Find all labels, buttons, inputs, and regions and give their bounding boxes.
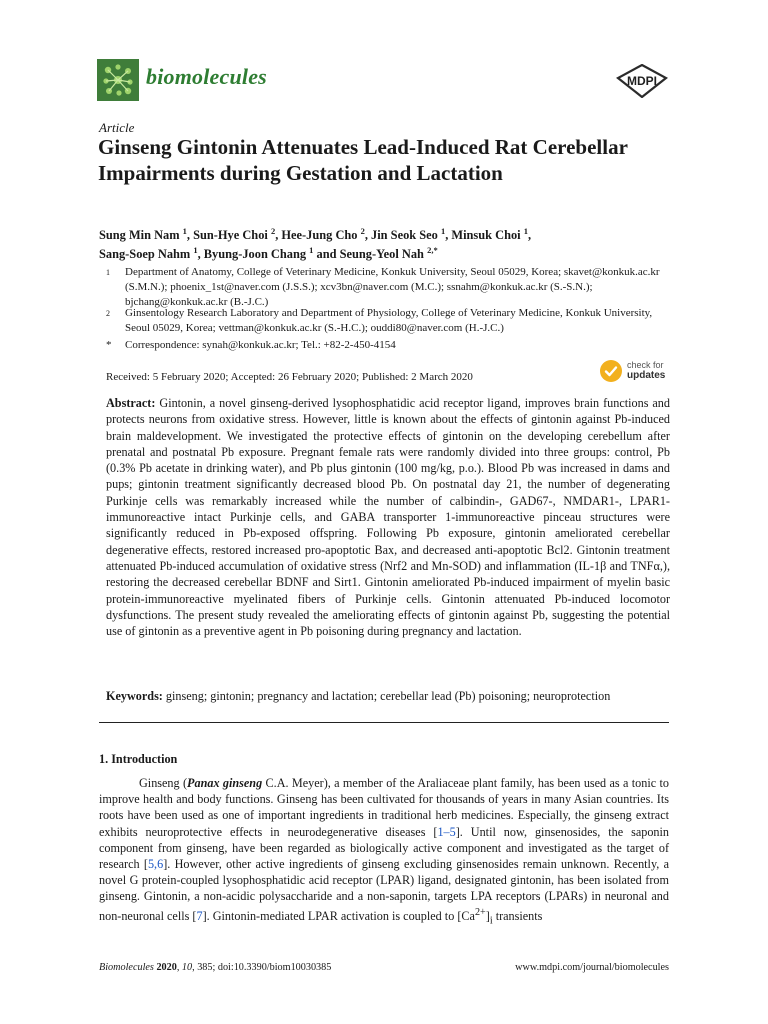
- paper-title: Ginseng Gintonin Attenuates Lead-Induced Rat Cerebellar Impairments during Gestation and Lactation: [98, 135, 628, 185]
- author-name: Byung-Joon Chang: [203, 247, 307, 261]
- author-name: Sang-Soep Nahm: [99, 247, 191, 261]
- author[interactable]: [451, 225, 528, 242]
- author-name: Sun-Hye Choi: [193, 228, 268, 242]
- author-affiliation-sup: 2: [270, 225, 276, 236]
- intro-text: transients: [492, 908, 543, 923]
- author[interactable]: [99, 225, 187, 242]
- author-affiliation-sup: 1: [182, 225, 187, 236]
- affiliation-text: Ginsentology Research Laboratory and Department of Physiology, College of Veterinary Medicine, Konkuk University, Seoul 05029, Korea; vettman@konkuk.ac.kr (S.-H.C.); ouddi80@naver.com (H.-J.C.): [125, 307, 653, 335]
- journal-logo: [97, 59, 139, 101]
- author-name: Sung Min Nam: [99, 228, 180, 242]
- affiliation-mark: 2: [106, 309, 110, 318]
- author[interactable]: [203, 244, 314, 261]
- footer-year: 2020: [156, 962, 177, 973]
- author-name: Jin Seok Seo: [371, 228, 438, 242]
- author[interactable]: [339, 244, 438, 261]
- keywords-label: Keywords:: [106, 689, 163, 703]
- citation-link[interactable]: 1–5: [437, 824, 456, 839]
- author[interactable]: [99, 244, 198, 261]
- author[interactable]: [281, 225, 365, 242]
- intro-text: Ginseng (: [139, 776, 188, 790]
- intro-text: ]. Until now, ginsenosides, the saponin component from ginseng, have been regarded as biologically active component and investigated as the target of research [: [99, 824, 669, 872]
- mdpi-wordmark: MDPI: [627, 74, 657, 88]
- footer-doi: , 385; doi:10.3390/biom10030385: [192, 962, 332, 973]
- affiliation-mark: 1: [106, 268, 110, 277]
- author-list: Sung Min Nam $^1$, Sun-Hye Choi $^2$, Hee-Jung Cho $^2$, Jin Seok Seo $^1$, Minsuk Choi $^1$, Sang-Soep Nahm $^1$, Byung-Joon Chang $^1$ and Seung-Yeol Nah $^{2,*}$: [99, 225, 532, 261]
- author-affiliation-sup: 1: [309, 244, 314, 255]
- keywords: [106, 688, 676, 704]
- check-for-updates-button[interactable]: [600, 360, 672, 386]
- author[interactable]: [371, 225, 446, 242]
- abstract-label: Abstract:: [106, 396, 156, 410]
- correspondence: [106, 338, 676, 353]
- check-updates-label-bold: updates: [627, 370, 666, 381]
- citation-link[interactable]: 5,6: [147, 857, 164, 872]
- intro-text: ]. However, other active ingredients of ginseng excluding ginsenosides remain unknown. Recently, a novel G protein-coupled lysophosphatidic acid receptor (LPAR) ligand, designated gintonin, has been isolated from ginseng. Gintonin, a non-acidic polysaccharide and a non-saponin, targets LPA receptors (LPARs) in neuronal and non-neuronal cells [: [99, 857, 669, 923]
- mdpi-logo: [616, 64, 668, 98]
- author-affiliation-sup: 2,*: [427, 244, 438, 255]
- superscript: 2+: [474, 906, 486, 918]
- section-divider: [99, 722, 669, 723]
- article-type: Article: [99, 120, 135, 135]
- intro-text: ]: [485, 908, 490, 923]
- abstract-text: Gintonin, a novel ginseng-derived lysophosphatidic acid receptor ligand, improves brain functions and protects neurons from oxidative stress. However, little is known about the effects of gintonin against Pb-induced brain maldevelopment. We investigated the protective effects of gintonin on the developing cerebellum after prenatal and postnatal Pb exposure. Pregnant female rats were randomly divided into three groups: control, Pb (0.3% Pb acetate in drinking water), and Pb plus gintonin (100 mg/kg, p.o.). Blood Pb was increased in dams and pups; gintonin treatment significantly decreased blood Pb. On postnatal day 21, the number of degenerating Purkinje cells was remarkably increased while the number of calbindin-, GAD67-, NMDAR1-, LPAR1-immunoreactive intact Purkinje cells, and GABA transporter 1-immunoreactive pinceau structures were significantly reduced in Pb-exposed offspring. Following Pb exposure, gintonin ameliorated cerebellar degenerative effects, restored increased pro-apoptotic Bax, and decreased anti-apoptotic Bcl2. Gintonin treatment attenuated Pb-induced accumulation of oxidative stress (Nrf2 and Mn-SOD) and inflammation (IL-1β and TNFα,), restoring the decreased cerebellar BDNF and Sirt1. Gintonin ameliorated Pb-induced impairment of myelin basic protein-immunoreactive myelinated fibers of Purkinje cells. Gintonin attenuated Pb-induced locomotor dysfunctions. The present study revealed the ameliorating effects of gintonin against Pb, suggesting the potential use of gintonin as a preventive agent in Pb poisoning during pregnancy and lactation.: [106, 396, 670, 639]
- author-affiliation-sup: 2: [360, 225, 365, 236]
- check-updates-icon: [600, 360, 622, 382]
- footer-volume: 10: [181, 962, 193, 973]
- author-affiliation-sup: 1: [440, 225, 446, 236]
- author[interactable]: [193, 225, 276, 242]
- subscript: i: [489, 915, 493, 927]
- correspondence-text: Correspondence: synah@konkuk.ac.kr; Tel.: +82-2-450-4154: [125, 339, 396, 351]
- author-name: Minsuk Choi: [451, 228, 521, 242]
- author-name: Hee-Jung Cho: [281, 228, 358, 242]
- section-heading: 1. Introduction: [99, 752, 178, 766]
- affiliation-1: [106, 265, 676, 311]
- intro-text: ]. Gintonin-mediated LPAR activation is coupled to [Ca: [202, 908, 475, 923]
- author-affiliation-sup: 1: [193, 244, 198, 255]
- citation-footer: Biomolecules 2020, 10, 385; doi:10.3390/biom10030385: [99, 962, 332, 973]
- journal-name: biomolecules: [146, 64, 267, 89]
- species-name: Panax ginseng: [187, 776, 263, 790]
- citation-link[interactable]: 7: [196, 908, 203, 923]
- abstract: [106, 395, 670, 639]
- affiliation-2: [106, 306, 676, 336]
- author-name: Seung-Yeol Nah: [339, 247, 424, 261]
- journal-url-link[interactable]: www.mdpi.com/journal/biomolecules: [515, 962, 669, 973]
- publication-dates: Received: 5 February 2020; Accepted: 26 February 2020; Published: 2 March 2020: [106, 371, 473, 383]
- correspondence-mark: *: [106, 339, 112, 351]
- keywords-text: ginseng; gintonin; pregnancy and lactation; cerebellar lead (Pb) poisoning; neuroprotection: [165, 689, 611, 703]
- intro-text: C.A. Meyer), a member of the Araliaceae plant family, has been used as a tonic to improve health and body functions. Ginseng has been cultivated for thousands of years in many Asian countries. Its roots have been used as one of important ingredients in traditional herb medicines. Especially, the ginseng extract exhibits neuroprotective effects in neurodegenerative diseases [: [99, 776, 669, 839]
- author-affiliation-sup: 1: [523, 225, 528, 236]
- footer-journal: Biomolecules: [99, 962, 154, 973]
- intro-paragraph: [99, 775, 669, 929]
- affiliation-text: Department of Anatomy, College of Veterinary Medicine, Konkuk University, Seoul 05029, Korea; skavet@konkuk.ac.kr (S.M.N.); phoenix_1st@naver.com (J.S.S.); xcv3bn@naver.com (M.C.); ssnahm@konkuk.ac.kr (S.-S.N.); bjchang@konkuk.ac.kr (B.-J.C.): [125, 266, 660, 309]
- check-updates-label: check for: [627, 360, 664, 370]
